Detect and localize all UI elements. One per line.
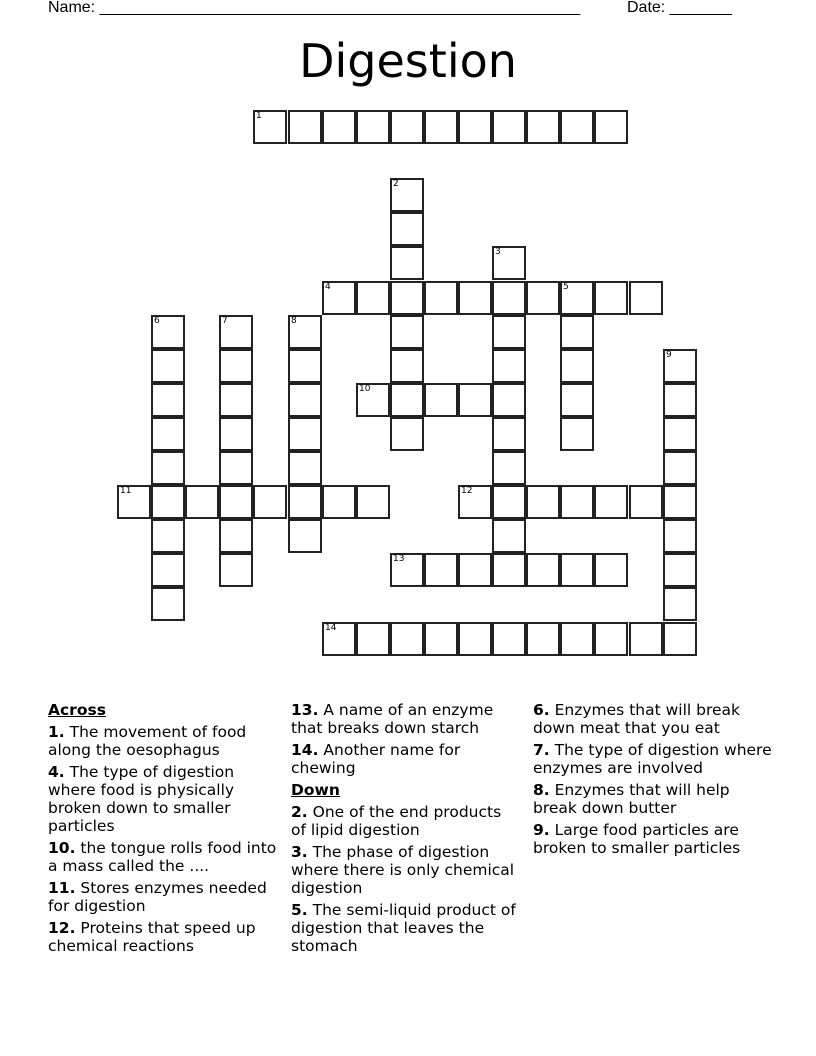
grid-cell[interactable] <box>594 485 628 519</box>
grid-cell[interactable] <box>629 622 663 656</box>
grid-cell[interactable] <box>526 281 560 315</box>
grid-cell[interactable] <box>390 553 424 587</box>
grid-cell[interactable] <box>663 349 697 383</box>
grid-cell[interactable] <box>458 110 492 144</box>
clue-down-8: 8. Enzymes that will help break down butter <box>533 781 730 817</box>
grid-cell[interactable] <box>219 417 253 451</box>
clue-across-12: 12. Proteins that speed up chemical reactions <box>48 919 256 955</box>
grid-cell[interactable] <box>151 451 185 485</box>
grid-cell[interactable] <box>560 417 594 451</box>
grid-cell[interactable] <box>151 587 185 621</box>
grid-cell[interactable] <box>458 553 492 587</box>
grid-cell[interactable] <box>492 110 526 144</box>
cell-number: 6 <box>154 316 160 326</box>
grid-cell[interactable] <box>288 110 322 144</box>
clues-column-3 <box>533 701 773 861</box>
cell-number: 1 <box>256 111 262 121</box>
grid-cell[interactable] <box>594 110 628 144</box>
name-field-label: Name: ______________________________________________________ <box>48 0 581 16</box>
grid-cell[interactable] <box>663 519 697 553</box>
grid-cell[interactable] <box>219 485 253 519</box>
grid-cell[interactable] <box>390 315 424 349</box>
cell-number: 14 <box>325 623 337 633</box>
grid-cell[interactable] <box>492 553 526 587</box>
clue-across-11: 11. Stores enzymes needed for digestion <box>48 879 267 915</box>
grid-cell[interactable] <box>356 485 390 519</box>
grid-cell[interactable] <box>492 451 526 485</box>
grid-cell[interactable] <box>253 110 287 144</box>
grid-cell[interactable] <box>458 622 492 656</box>
grid-cell[interactable] <box>526 622 560 656</box>
grid-cell[interactable] <box>560 553 594 587</box>
clue-down-7: 7. The type of digestion where enzymes are involved <box>533 741 772 777</box>
clues-column-1 <box>48 701 280 959</box>
grid-cell[interactable] <box>424 110 458 144</box>
grid-cell[interactable] <box>390 178 424 212</box>
clue-across-4: 4. The type of digestion where food is physically broken down to smaller particles <box>48 763 235 835</box>
grid-cell[interactable] <box>594 553 628 587</box>
grid-cell[interactable] <box>663 485 697 519</box>
clue-down-5: 5. The semi-liquid product of digestion that leaves the stomach <box>291 901 516 955</box>
grid-cell[interactable] <box>288 349 322 383</box>
grid-cell[interactable] <box>390 417 424 451</box>
grid-cell[interactable] <box>663 622 697 656</box>
date-field-label: Date: _______ <box>627 0 732 16</box>
grid-cell[interactable] <box>288 383 322 417</box>
grid-cell[interactable] <box>424 553 458 587</box>
grid-cell[interactable] <box>629 281 663 315</box>
grid-cell[interactable] <box>288 451 322 485</box>
grid-cell[interactable] <box>288 519 322 553</box>
grid-cell[interactable] <box>322 281 356 315</box>
grid-cell[interactable] <box>663 587 697 621</box>
grid-cell[interactable] <box>492 383 526 417</box>
grid-cell[interactable] <box>458 485 492 519</box>
grid-cell[interactable] <box>526 485 560 519</box>
grid-cell[interactable] <box>151 417 185 451</box>
grid-cell[interactable] <box>322 622 356 656</box>
grid-cell[interactable] <box>424 622 458 656</box>
grid-cell[interactable] <box>560 349 594 383</box>
across-heading: Across <box>48 701 106 719</box>
grid-cell[interactable] <box>594 281 628 315</box>
grid-cell[interactable] <box>424 281 458 315</box>
cell-number: 4 <box>325 282 331 292</box>
grid-cell[interactable] <box>151 519 185 553</box>
grid-cell[interactable] <box>390 622 424 656</box>
grid-cell[interactable] <box>492 485 526 519</box>
clue-across-14: 14. Another name for chewing <box>291 741 461 777</box>
grid-cell[interactable] <box>663 417 697 451</box>
grid-cell[interactable] <box>151 485 185 519</box>
cell-number: 11 <box>120 486 132 496</box>
clue-down-6: 6. Enzymes that will break down meat that you eat <box>533 701 740 737</box>
clue-across-13: 13. A name of an enzyme that breaks down starch <box>291 701 494 737</box>
grid-cell[interactable] <box>288 315 322 349</box>
clue-down-2: 2. One of the end products of lipid digestion <box>291 803 502 839</box>
grid-cell[interactable] <box>219 349 253 383</box>
grid-cell[interactable] <box>594 622 628 656</box>
grid-cell[interactable] <box>219 315 253 349</box>
cell-number: 3 <box>495 247 501 257</box>
cell-number: 5 <box>563 282 569 292</box>
grid-cell[interactable] <box>288 485 322 519</box>
page-title: Digestion <box>299 34 517 88</box>
grid-cell[interactable] <box>526 110 560 144</box>
cell-number: 13 <box>393 554 405 564</box>
grid-cell[interactable] <box>253 485 287 519</box>
cell-number: 8 <box>291 316 297 326</box>
grid-cell[interactable] <box>560 315 594 349</box>
grid-cell[interactable] <box>492 622 526 656</box>
grid-cell[interactable] <box>663 451 697 485</box>
grid-cell[interactable] <box>356 383 390 417</box>
grid-cell[interactable] <box>560 485 594 519</box>
cell-number: 10 <box>359 384 371 394</box>
grid-cell[interactable] <box>288 417 322 451</box>
grid-cell[interactable] <box>390 212 424 246</box>
grid-cell[interactable] <box>219 553 253 587</box>
grid-cell[interactable] <box>492 417 526 451</box>
grid-cell[interactable] <box>185 485 219 519</box>
grid-cell[interactable] <box>356 281 390 315</box>
cell-number: 7 <box>222 316 228 326</box>
grid-cell[interactable] <box>560 622 594 656</box>
grid-cell[interactable] <box>492 281 526 315</box>
grid-cell[interactable] <box>356 110 390 144</box>
down-heading: Down <box>291 781 340 799</box>
grid-cell[interactable] <box>663 383 697 417</box>
grid-cell[interactable] <box>629 485 663 519</box>
cell-number: 12 <box>461 486 473 496</box>
grid-cell[interactable] <box>151 315 185 349</box>
grid-cell[interactable] <box>151 553 185 587</box>
grid-cell[interactable] <box>390 281 424 315</box>
clue-down-9: 9. Large food particles are broken to smaller particles <box>533 821 741 857</box>
grid-cell[interactable] <box>322 110 356 144</box>
grid-cell[interactable] <box>492 246 526 280</box>
grid-cell[interactable] <box>151 383 185 417</box>
grid-cell[interactable] <box>390 110 424 144</box>
grid-cell[interactable] <box>560 383 594 417</box>
grid-cell[interactable] <box>492 349 526 383</box>
grid-cell[interactable] <box>117 485 151 519</box>
clue-across-1: 1. The movement of food along the oesophagus <box>48 723 247 759</box>
grid-cell[interactable] <box>424 383 458 417</box>
grid-cell[interactable] <box>492 519 526 553</box>
grid-cell[interactable] <box>492 315 526 349</box>
grid-cell[interactable] <box>560 110 594 144</box>
grid-cell[interactable] <box>458 281 492 315</box>
cell-number: 2 <box>393 179 399 189</box>
grid-cell[interactable] <box>390 246 424 280</box>
cell-number: 9 <box>666 350 672 360</box>
grid-cell[interactable] <box>356 622 390 656</box>
grid-cell[interactable] <box>151 349 185 383</box>
grid-cell[interactable] <box>322 485 356 519</box>
grid-cell[interactable] <box>219 383 253 417</box>
grid-cell[interactable] <box>526 553 560 587</box>
clue-across-10: 10. the tongue rolls food into a mass called the .... <box>48 839 277 875</box>
grid-cell[interactable] <box>219 519 253 553</box>
clue-down-3: 3. The phase of digestion where there is only chemical digestion <box>291 843 515 897</box>
grid-cell[interactable] <box>663 553 697 587</box>
clues-column-2 <box>291 701 519 959</box>
grid-cell[interactable] <box>219 451 253 485</box>
grid-cell[interactable] <box>390 349 424 383</box>
grid-cell[interactable] <box>390 383 424 417</box>
grid-cell[interactable] <box>560 281 594 315</box>
grid-cell[interactable] <box>458 383 492 417</box>
